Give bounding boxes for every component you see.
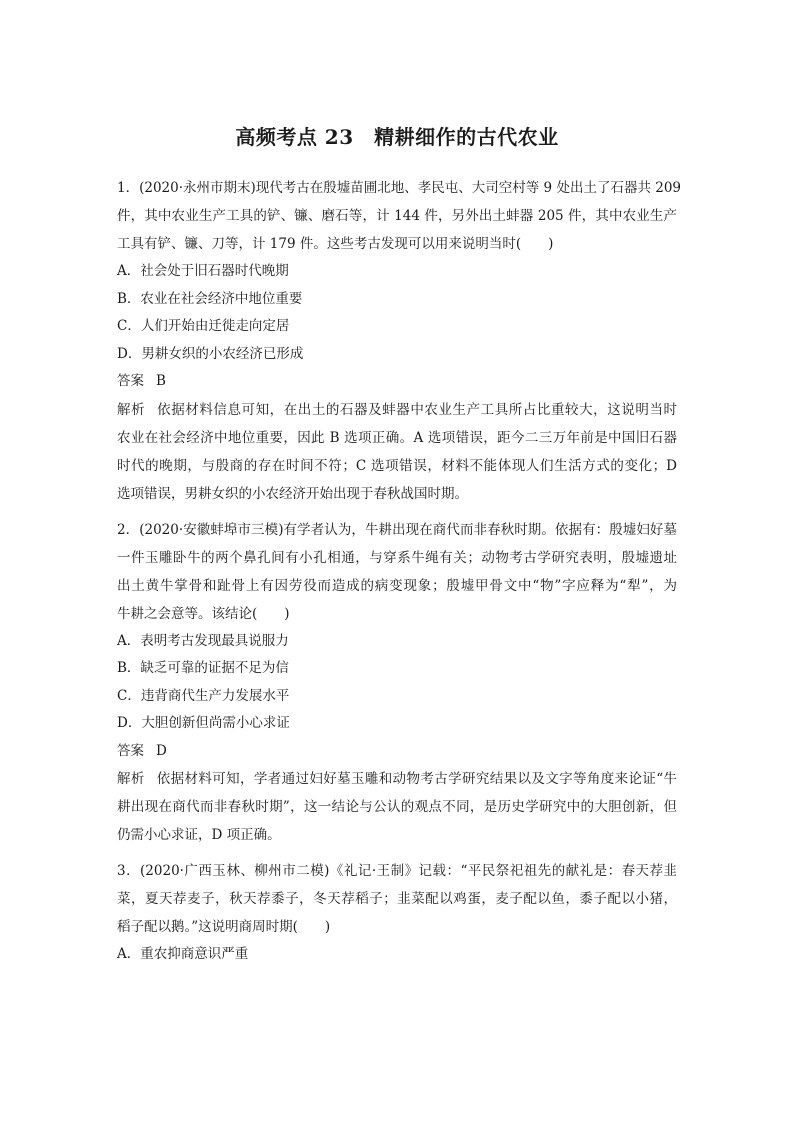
analysis-line: 农业在社会经济中地位重要，因此 B 选项正确。A 选项错误，距今二三万年前是中国旧石器 — [117, 429, 677, 446]
question-stem-line: 稻子配以鹅。”这说明商周时期( ) — [117, 919, 331, 935]
analysis-row — [117, 765, 677, 793]
answer-row — [117, 368, 677, 396]
answer-label: 答案 — [117, 742, 144, 759]
answer-row — [117, 738, 677, 766]
question-stem-line: 一件玉雕卧牛的两个鼻孔间有小孔相通，与穿系牛绳有关；动物考古学研究表明，殷墟遗址 — [117, 549, 677, 566]
question-3 — [117, 857, 677, 969]
analysis-line: 依据材料信息可知，在出土的石器及蚌器中农业生产工具所占比重较大，这说明当时 — [157, 401, 678, 418]
analysis-line: 仍需小心求证，D 项正确。 — [117, 827, 281, 843]
page-title: 高频考点 23 精耕细作的古代农业 — [235, 125, 559, 149]
analysis-row — [117, 396, 677, 424]
analysis-line: 时代的晚期，与殷商的存在时间不符；C 选项错误，材料不能体现人们生活方式的变化；D — [117, 457, 677, 474]
option-a: A．社会处于旧石器时代晚期 — [117, 263, 289, 279]
question-stem-line: 牛耕之会意等。该结论( ) — [117, 605, 290, 622]
option-b: B．缺乏可靠的证据不足为信 — [117, 660, 289, 676]
question-stem-line: 工具有铲、镰、刀等，计 179 件。这些考古发现可以用来说明当时( ) — [117, 236, 554, 252]
analysis-label: 解析 — [117, 771, 145, 787]
option-d: D．男耕女织的小农经济已形成 — [117, 345, 304, 362]
question-stem-line: 菜，夏天荐麦子，秋天荐黍子，冬天荐稻子；韭菜配以鸡蛋，麦子配以鱼，黍子配以小猪， — [117, 891, 677, 907]
analysis-label: 解析 — [117, 401, 146, 418]
question-2 — [117, 516, 677, 850]
option-a: A．表明考古发现最具说服力 — [117, 632, 289, 649]
analysis-line: 依据材料可知，学者通过妇好墓玉雕和动物考古学研究结果以及文字等角度来论证“牛 — [156, 771, 677, 787]
question-stem-line: 件，其中农业生产工具的铲、镰、磨石等，计 144 件，另外出土蚌器 205 件，其中农业生产 — [117, 208, 677, 224]
answer-value: B — [156, 373, 166, 389]
question-stem-line: 3．(2020·广西玉林、柳州市二模)《礼记·王制》记载：“平民祭祀祖先的献礼是：春天荐韭 — [117, 863, 677, 879]
option-b: B．农业在社会经济中地位重要 — [117, 290, 303, 307]
option-d: D．大胆创新但尚需小心求证 — [117, 715, 290, 731]
option-c: C．人们开始由迁徙走向定居 — [117, 318, 290, 334]
question-list — [117, 174, 681, 969]
analysis-line: 选项错误，男耕女织的小农经济开始出现于春秋战国时期。 — [117, 485, 468, 502]
analysis-line: 耕出现在商代而非春秋时期”，这一结论与公认的观点不同，是历史学研究中的大胆创新，但 — [117, 799, 677, 815]
question-stem-line: 1．(2020·永州市期末)现代考古在殷墟苗圃北地、孝民屯、大司空村等 9 处出土了石器共 209 — [117, 180, 681, 196]
question-stem-line: 出土黄牛掌骨和趾骨上有因劳役而造成的病变现象；殷墟甲骨文中“物”字应释为“犁”，为 — [117, 577, 677, 594]
question-1 — [117, 174, 681, 508]
option-c: C．违背商代生产力发展水平 — [117, 687, 290, 704]
option-a: A．重农抑商意识严重 — [117, 946, 249, 962]
answer-value: D — [156, 742, 167, 759]
question-stem-line: 2．(2020·安徽蚌埠市三模)有学者认为，牛耕出现在商代而非春秋时期。依据有：殷墟妇好墓 — [117, 521, 677, 538]
answer-label: 答案 — [117, 373, 144, 389]
